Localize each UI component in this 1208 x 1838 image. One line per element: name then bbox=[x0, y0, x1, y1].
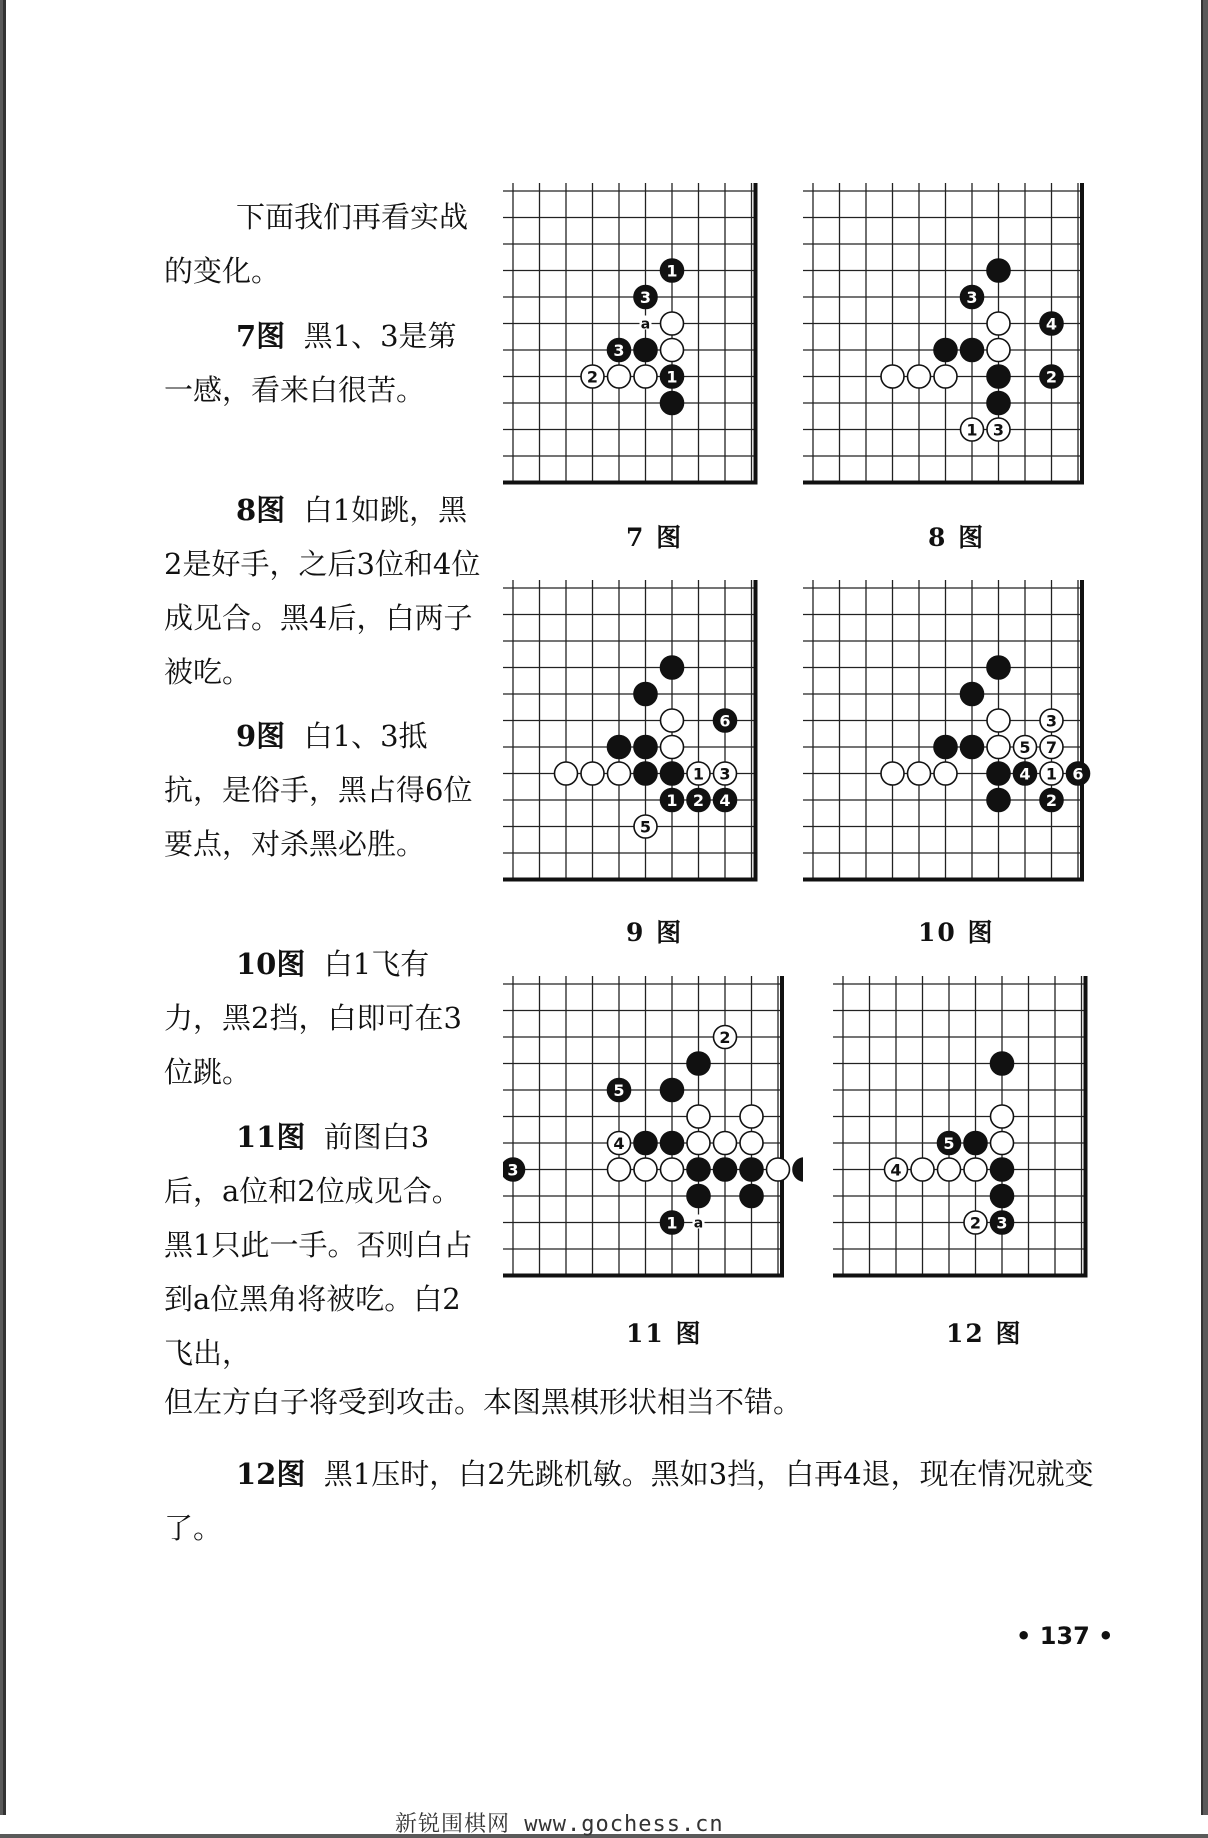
black-stone bbox=[964, 1132, 987, 1155]
white-stone bbox=[987, 339, 1010, 362]
white-stone bbox=[987, 418, 1010, 441]
white-stone bbox=[555, 762, 578, 785]
white-stone bbox=[634, 1158, 657, 1181]
black-stone bbox=[987, 365, 1010, 388]
white-stone bbox=[964, 1211, 987, 1234]
svg-text:1: 1 bbox=[666, 791, 678, 810]
svg-text:5: 5 bbox=[1019, 738, 1031, 757]
svg-text:1: 1 bbox=[1045, 764, 1058, 784]
diagram-12-label: 12图 bbox=[236, 1457, 306, 1491]
white-stone bbox=[1014, 736, 1037, 759]
black-stone bbox=[1040, 789, 1063, 812]
svg-text:2: 2 bbox=[1045, 791, 1058, 810]
black-stone bbox=[661, 365, 684, 388]
svg-text:2: 2 bbox=[719, 1028, 731, 1047]
black-stone bbox=[661, 789, 684, 812]
svg-text:1: 1 bbox=[666, 1213, 678, 1233]
diagram-12-text: 黑1压时，白2先跳机敏。黑如3挡，白再4退，现在情况就变了。 bbox=[164, 1457, 1094, 1545]
black-stone bbox=[634, 1132, 657, 1155]
white-stone bbox=[661, 1158, 684, 1181]
black-stone bbox=[934, 736, 957, 759]
white-stone bbox=[740, 1132, 763, 1155]
white-stone bbox=[1040, 762, 1063, 785]
svg-text:3: 3 bbox=[992, 420, 1005, 440]
white-stone bbox=[934, 762, 957, 785]
caption-10: 10 图 bbox=[918, 918, 995, 947]
svg-text:1: 1 bbox=[666, 367, 678, 387]
white-stone bbox=[634, 815, 657, 838]
black-stone bbox=[714, 1158, 737, 1181]
white-stone bbox=[987, 709, 1010, 732]
diagram-7-text: 黑1、3是第一感，看来白很苦。 bbox=[164, 319, 457, 407]
svg-text:7: 7 bbox=[1045, 738, 1058, 757]
diagram-7-label: 7图 bbox=[236, 319, 286, 353]
point-label-a: a bbox=[693, 1215, 704, 1232]
black-stone bbox=[740, 1158, 763, 1181]
black-stone bbox=[608, 339, 631, 362]
white-stone bbox=[908, 365, 931, 388]
black-stone bbox=[987, 259, 1010, 282]
svg-text:5: 5 bbox=[639, 817, 652, 837]
svg-text:6: 6 bbox=[719, 711, 731, 731]
black-stone bbox=[1040, 312, 1063, 335]
svg-text:4: 4 bbox=[890, 1160, 902, 1180]
black-stone bbox=[991, 1052, 1014, 1075]
black-stone bbox=[634, 683, 657, 706]
black-stone bbox=[503, 1158, 525, 1181]
svg-text:4: 4 bbox=[1019, 764, 1031, 784]
white-stone bbox=[634, 365, 657, 388]
white-stone bbox=[581, 762, 604, 785]
black-stone bbox=[987, 392, 1010, 415]
black-stone bbox=[961, 736, 984, 759]
white-stone bbox=[987, 736, 1010, 759]
diagram-9-paragraph bbox=[164, 709, 484, 871]
diagram-8-label: 8图 bbox=[236, 493, 286, 527]
go-diagram-11 bbox=[503, 976, 803, 1302]
go-diagram-9 bbox=[503, 580, 763, 906]
white-stone bbox=[991, 1132, 1014, 1155]
svg-text:4: 4 bbox=[1045, 314, 1058, 334]
board-grid bbox=[833, 976, 1088, 1278]
black-stone bbox=[961, 286, 984, 309]
white-stone bbox=[964, 1158, 987, 1181]
white-stone bbox=[934, 365, 957, 388]
black-stone bbox=[661, 1211, 684, 1234]
board-grid bbox=[803, 580, 1084, 882]
white-stone bbox=[661, 339, 684, 362]
diagram-10-paragraph bbox=[164, 937, 484, 1099]
board-grid bbox=[803, 183, 1084, 485]
black-stone bbox=[634, 286, 657, 309]
document-page bbox=[3, 0, 1203, 1815]
intro-paragraph bbox=[164, 190, 484, 298]
svg-text:2: 2 bbox=[692, 791, 705, 810]
diagram-11-label: 11图 bbox=[236, 1120, 306, 1154]
black-stone bbox=[938, 1132, 961, 1155]
white-stone bbox=[608, 1158, 631, 1181]
white-stone bbox=[608, 762, 631, 785]
caption-12: 12 图 bbox=[946, 1319, 1023, 1348]
footer-text: 新锐围棋网 www.gochess.cn bbox=[395, 1812, 724, 1837]
black-stone bbox=[987, 762, 1010, 785]
white-stone bbox=[885, 1158, 908, 1181]
svg-text:5: 5 bbox=[943, 1134, 955, 1153]
white-stone bbox=[740, 1105, 763, 1128]
white-stone bbox=[911, 1158, 934, 1181]
white-stone bbox=[908, 762, 931, 785]
board-grid bbox=[503, 976, 784, 1278]
black-stone bbox=[608, 1079, 631, 1102]
go-diagram-10 bbox=[803, 580, 1103, 906]
black-stone bbox=[661, 656, 684, 679]
black-stone bbox=[934, 339, 957, 362]
white-stone bbox=[661, 312, 684, 335]
caption-9: 9 图 bbox=[626, 918, 684, 947]
black-stone bbox=[687, 1185, 710, 1208]
white-stone bbox=[608, 1132, 631, 1155]
white-stone bbox=[687, 1105, 710, 1128]
point-label-a: a bbox=[640, 316, 651, 333]
white-stone bbox=[938, 1158, 961, 1181]
diagram-11-text-continued: 但左方白子将受到攻击。本图黑棋形状相当不错。 bbox=[164, 1385, 803, 1419]
board-grid bbox=[503, 183, 758, 485]
black-stone bbox=[961, 683, 984, 706]
svg-text:4: 4 bbox=[613, 1134, 625, 1153]
black-stone bbox=[1014, 762, 1037, 785]
white-stone bbox=[714, 762, 737, 785]
svg-text:1: 1 bbox=[666, 261, 678, 281]
black-stone bbox=[1067, 762, 1090, 785]
white-stone bbox=[581, 365, 604, 388]
white-stone bbox=[661, 709, 684, 732]
svg-text:3: 3 bbox=[966, 288, 978, 307]
svg-text:5: 5 bbox=[613, 1081, 625, 1100]
white-stone bbox=[714, 1132, 737, 1155]
white-stone bbox=[661, 736, 684, 759]
black-stone bbox=[661, 762, 684, 785]
caption-11: 11 图 bbox=[626, 1319, 703, 1348]
diagram-10-label: 10图 bbox=[236, 947, 306, 981]
white-stone bbox=[767, 1158, 790, 1181]
black-stone bbox=[987, 789, 1010, 812]
caption-8: 8 图 bbox=[928, 523, 986, 552]
black-stone bbox=[661, 1079, 684, 1102]
white-stone bbox=[714, 1026, 737, 1049]
svg-text:3: 3 bbox=[1045, 711, 1058, 731]
black-stone bbox=[987, 656, 1010, 679]
svg-text:3: 3 bbox=[639, 288, 652, 307]
go-diagram-12 bbox=[833, 976, 1103, 1302]
black-stone bbox=[991, 1211, 1014, 1234]
go-diagram-7 bbox=[503, 183, 763, 509]
black-stone bbox=[634, 339, 657, 362]
diagram-7-paragraph bbox=[164, 309, 484, 417]
diagram-11-continuation bbox=[164, 1375, 1094, 1429]
intro-text: 下面我们再看实战的变化。 bbox=[164, 200, 469, 288]
black-stone bbox=[991, 1158, 1014, 1181]
black-stone bbox=[661, 259, 684, 282]
black-stone bbox=[1040, 365, 1063, 388]
white-stone bbox=[991, 1105, 1014, 1128]
diagram-11-paragraph bbox=[164, 1110, 484, 1380]
svg-text:3: 3 bbox=[613, 341, 625, 360]
svg-text:3: 3 bbox=[719, 764, 731, 784]
page-number: • 137 • bbox=[1016, 1622, 1114, 1650]
caption-7: 7 图 bbox=[626, 523, 684, 552]
black-stone bbox=[661, 1132, 684, 1155]
diagram-10-text: 白1飞有力，黑2挡，白即可在3位跳。 bbox=[164, 947, 462, 1089]
white-stone bbox=[961, 418, 984, 441]
black-stone bbox=[608, 736, 631, 759]
black-stone bbox=[961, 339, 984, 362]
black-stone bbox=[634, 762, 657, 785]
black-stone bbox=[687, 789, 710, 812]
diagram-9-text: 白1、3抵抗，是俗手，黑占得6位要点，对杀黑必胜。 bbox=[164, 719, 473, 861]
svg-text:6: 6 bbox=[1072, 764, 1084, 784]
go-diagram-8 bbox=[803, 183, 1103, 509]
svg-text:3: 3 bbox=[996, 1213, 1008, 1233]
svg-text:2: 2 bbox=[1045, 367, 1058, 387]
white-stone bbox=[1040, 709, 1063, 732]
black-stone bbox=[740, 1185, 763, 1208]
diagram-8-text: 白1如跳，黑2是好手，之后3位和4位成见合。黑4后，白两子被吃。 bbox=[164, 493, 481, 689]
white-stone bbox=[881, 365, 904, 388]
watermark-footer bbox=[0, 1812, 1208, 1837]
svg-text:2: 2 bbox=[969, 1213, 982, 1233]
svg-text:2: 2 bbox=[586, 367, 599, 387]
diagram-11-text: 前图白3后，a位和2位成见合。黑1只此一手。否则白占到a位黑角将被吃。白2飞出， bbox=[164, 1120, 473, 1370]
svg-text:1: 1 bbox=[966, 420, 978, 440]
white-stone bbox=[1040, 736, 1063, 759]
white-stone bbox=[881, 762, 904, 785]
black-stone bbox=[634, 736, 657, 759]
diagram-8-paragraph bbox=[164, 483, 484, 699]
white-stone bbox=[987, 312, 1010, 335]
svg-text:3: 3 bbox=[507, 1160, 519, 1180]
svg-text:1: 1 bbox=[692, 764, 705, 784]
white-stone bbox=[687, 762, 710, 785]
black-stone bbox=[793, 1158, 803, 1181]
black-stone bbox=[991, 1185, 1014, 1208]
white-stone bbox=[687, 1132, 710, 1155]
black-stone bbox=[661, 392, 684, 415]
black-stone bbox=[687, 1052, 710, 1075]
white-stone bbox=[608, 365, 631, 388]
black-stone bbox=[687, 1158, 710, 1181]
diagram-12-paragraph bbox=[164, 1447, 1094, 1555]
black-stone bbox=[714, 789, 737, 812]
black-stone bbox=[714, 709, 737, 732]
svg-text:4: 4 bbox=[719, 791, 731, 810]
diagram-9-label: 9图 bbox=[236, 719, 286, 753]
